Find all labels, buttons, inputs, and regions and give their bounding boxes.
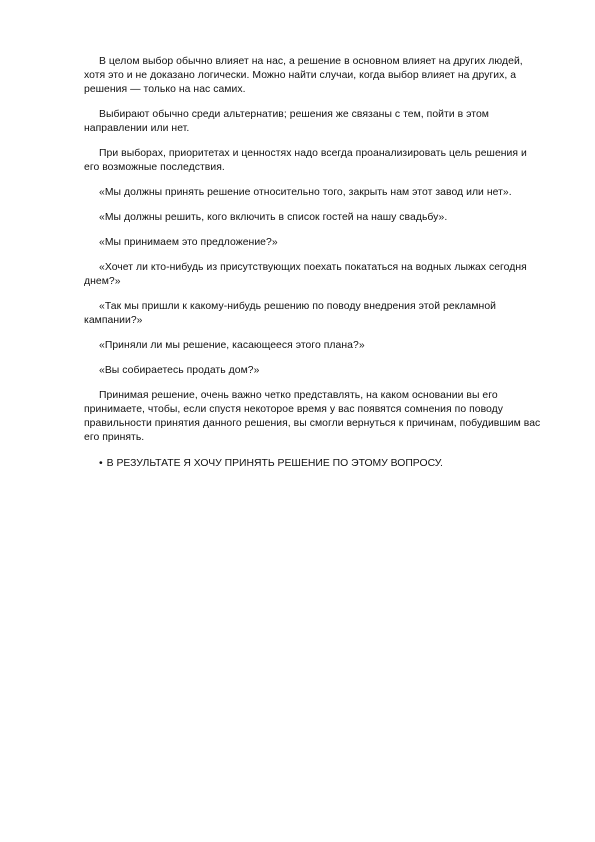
quote-ad-campaign: «Так мы пришли к какому-нибудь решению по поводу внедрения этой рекламной кампании?» <box>84 301 497 326</box>
paragraph-choice-vs-decision: В целом выбор обычно влияет на нас, а решение в основном влияет на других людей, хотя это и не доказано логически. Можно найти случаи, когда выбор влияет на других, а решения — только на нас самих. <box>84 56 523 95</box>
document-page <box>84 55 544 471</box>
quote-sell-house: «Вы собираетесь продать дом?» <box>99 365 260 376</box>
bullet-item <box>84 457 544 471</box>
quote-accept-offer: «Мы принимаем это предложение?» <box>99 237 278 248</box>
quote-close-factory: «Мы должны принять решение относительно того, закрыть нам этот завод или нет». <box>99 187 512 198</box>
quote-water-skiing: «Хочет ли кто-нибудь из присутствующих поехать покататься на водных лыжах сегодня днем?» <box>84 262 527 287</box>
quote-guest-list: «Мы должны решить, кого включить в список гостей на нашу свадьбу». <box>99 212 448 223</box>
paragraph-alternatives: Выбирают обычно среди альтернатив; решения же связаны с тем, пойти в этом направлении или нет. <box>84 109 489 134</box>
paragraph-decision-basis: Принимая решение, очень важно четко представлять, на каком основании вы его принимаете, чтобы, если спустя некоторое время у вас появятся сомнения по поводу правильности принятия данного решения, вы смогли вернуться к причинам, побудившим вас его принять. <box>84 390 541 443</box>
bullet-mark: • <box>99 458 103 469</box>
paragraph-analysis: При выборах, приоритетах и ценностях надо всегда проанализировать цель решения и его возможные последствия. <box>84 148 527 173</box>
quote-plan-decision: «Приняли ли мы решение, касающееся этого плана?» <box>99 340 365 351</box>
bullet-text: В РЕЗУЛЬТАТЕ Я ХОЧУ ПРИНЯТЬ РЕШЕНИЕ ПО ЭТОМУ ВОПРОСУ. <box>106 458 443 469</box>
